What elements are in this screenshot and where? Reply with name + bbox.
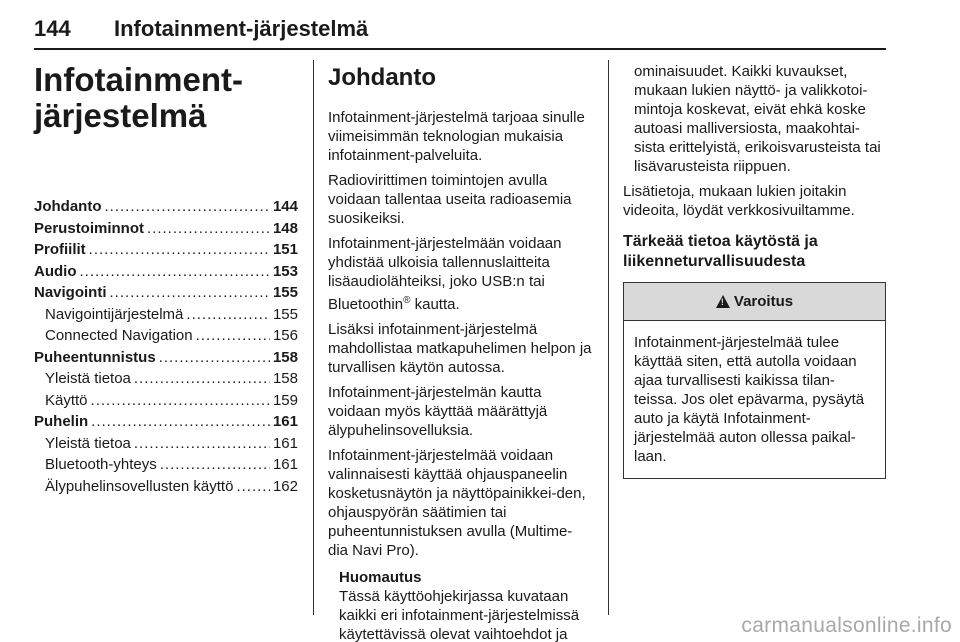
column-divider-left [313, 60, 314, 615]
toc-label: Perustoiminnot [34, 219, 145, 237]
toc-leader-dots [134, 433, 270, 455]
intro-paragraph-7: Lisätietoja, mukaan lukien joitakin videoita, löydät verkkosivuiltamme. [623, 183, 855, 219]
toc-label: Profiilit [34, 241, 86, 258]
watermark: carmanualsonline.info [741, 614, 952, 637]
toc-page-number: 161 [272, 456, 298, 473]
registered-mark: ® [403, 295, 411, 306]
toc-page-number: 161 [272, 434, 298, 452]
toc-row[interactable] [34, 433, 298, 455]
toc-row[interactable] [34, 454, 298, 476]
toc-page-number: 159 [272, 391, 298, 409]
header-rule [34, 48, 886, 50]
note-text-part2: ominaisuudet. Kaikki kuvaukset, mukaan lukien näyttö- ja valikkotoi-mintoja koskevat, eivät ehkä koske autoasi malliversiosta, maakohtai-sista erittelyistä, erikoisvarusteista tai lisävarusteista riippuen. [634, 63, 881, 175]
toc-label: Navigointi [34, 284, 107, 301]
chapter-title-line2: järjestelmä [34, 97, 207, 134]
intro-paragraph-3-text: Infotainment-järjestelmään voidaan yhdistää ulkoisia tallennuslaitteita lisäaudiolähteiksi, joko USB:n tai Bluetoothin [328, 235, 562, 313]
toc-page-number: 158 [272, 348, 298, 366]
intro-column [328, 62, 592, 642]
toc-label: Puhelin [34, 413, 89, 430]
toc-leader-dots [186, 304, 270, 326]
toc-label: Bluetooth-yhteys [45, 456, 157, 473]
intro-paragraph-3 [328, 234, 592, 314]
section-title-johdanto: Johdanto [328, 64, 436, 91]
toc-label: Älypuhelinsovellusten käyttö [45, 477, 234, 495]
safety-column [623, 62, 886, 479]
intro-paragraph-3-end: kautta. [410, 296, 460, 313]
toc-row[interactable] [34, 218, 298, 240]
toc-row[interactable] [34, 239, 298, 261]
intro-paragraph-2: Radiovirittimen toimintojen avulla voidaan tallentaa useita radioasemia suosikeiksi. [328, 172, 572, 227]
toc-label: Puheentunnistus [34, 348, 156, 366]
toc-leader-dots [160, 454, 270, 476]
toc-page-number: 144 [272, 198, 298, 215]
warning-triangle-icon [716, 295, 730, 308]
warning-text: Infotainment-järjestelmää tulee käyttää siten, että autolla voidaan ajaa turvallisesti kaikissa tilan-teissa. Jos olet epävarma, pysäytä auto ja käytä Infotainment-järjestelmää auton ollessa paikal-laan. [634, 334, 865, 465]
toc-label: Johdanto [34, 198, 102, 215]
toc-page-number: 162 [272, 477, 298, 495]
note-title: Huomautus [339, 569, 422, 586]
page-header [34, 8, 886, 48]
toc-row[interactable] [34, 390, 298, 412]
chapter-title [34, 62, 298, 134]
toc-label: Yleistä tietoa [45, 370, 131, 387]
toc-leader-dots [236, 476, 270, 498]
running-title: Infotainment-järjestelmä [114, 16, 369, 41]
table-of-contents [34, 196, 298, 497]
intro-paragraph-1: Infotainment-järjestelmä tarjoaa sinulle viimeisimmän teknologian mukaisia infotainment-palveluita. [328, 109, 585, 164]
toc-page-number: 148 [272, 219, 298, 237]
toc-leader-dots [91, 411, 270, 433]
toc-page-number: 161 [272, 413, 298, 430]
toc-page-number: 155 [272, 284, 298, 301]
intro-paragraph-4: Lisäksi infotainment-järjestelmä mahdollistaa matkapuhelimen helpon ja turvallisen käytön autossa. [328, 321, 592, 376]
toc-row[interactable] [34, 325, 298, 347]
toc-row[interactable] [34, 347, 298, 369]
toc-leader-dots [105, 196, 270, 218]
toc-page-number: 153 [272, 262, 298, 280]
toc-row[interactable] [34, 196, 298, 218]
toc-row[interactable] [34, 282, 298, 304]
warning-box [623, 282, 886, 479]
toc-label: Yleistä tietoa [45, 434, 131, 452]
toc-label: Audio [34, 262, 77, 280]
toc-leader-dots [91, 390, 270, 412]
toc-leader-dots [89, 239, 270, 261]
toc-page-number: 156 [272, 327, 298, 344]
toc-row[interactable] [34, 476, 298, 498]
intro-paragraph-5: Infotainment-järjestelmän kautta voidaan myös käyttää määrättyjä älypuhelinsovelluksia. [328, 384, 548, 439]
toc-row[interactable] [34, 304, 298, 326]
toc-leader-dots [110, 282, 270, 304]
toc-column [34, 62, 298, 497]
toc-label: Navigointijärjestelmä [45, 305, 184, 323]
toc-leader-dots [147, 218, 270, 240]
toc-page-number: 158 [272, 370, 298, 387]
note-block [328, 568, 592, 642]
toc-row[interactable] [34, 368, 298, 390]
toc-label: Käyttö [45, 391, 88, 409]
note-text-part1: Tässä käyttöohjekirjassa kuvataan kaikki eri infotainment-järjestelmissä käytettävissä olevat vaihtoehdot ja [339, 588, 580, 642]
warning-label: Varoitus [733, 293, 794, 310]
toc-leader-dots [159, 347, 270, 369]
toc-leader-dots [196, 325, 270, 347]
toc-leader-dots [134, 368, 270, 390]
chapter-title-line1: Infotainment- [34, 61, 243, 98]
toc-leader-dots [80, 261, 270, 283]
column-divider-right [608, 60, 609, 615]
safety-heading: Tärkeää tietoa käytöstä ja liikenneturvallisuudesta [623, 233, 818, 270]
toc-row[interactable] [34, 411, 298, 433]
toc-page-number: 151 [272, 241, 298, 258]
toc-page-number: 155 [272, 305, 298, 323]
intro-paragraph-6: Infotainment-järjestelmää voidaan valinnaisesti käyttää ohjauspaneelin kosketusnäytön ja näyttöpainikkei-den, ohjauspyörän säätimien tai puheentunnistuksen avulla (Multime-dia Navi Pro). [328, 447, 586, 559]
page-number: 144 [34, 16, 71, 41]
toc-label: Connected Navigation [45, 327, 193, 344]
toc-row[interactable] [34, 261, 298, 283]
warning-header [624, 283, 885, 321]
